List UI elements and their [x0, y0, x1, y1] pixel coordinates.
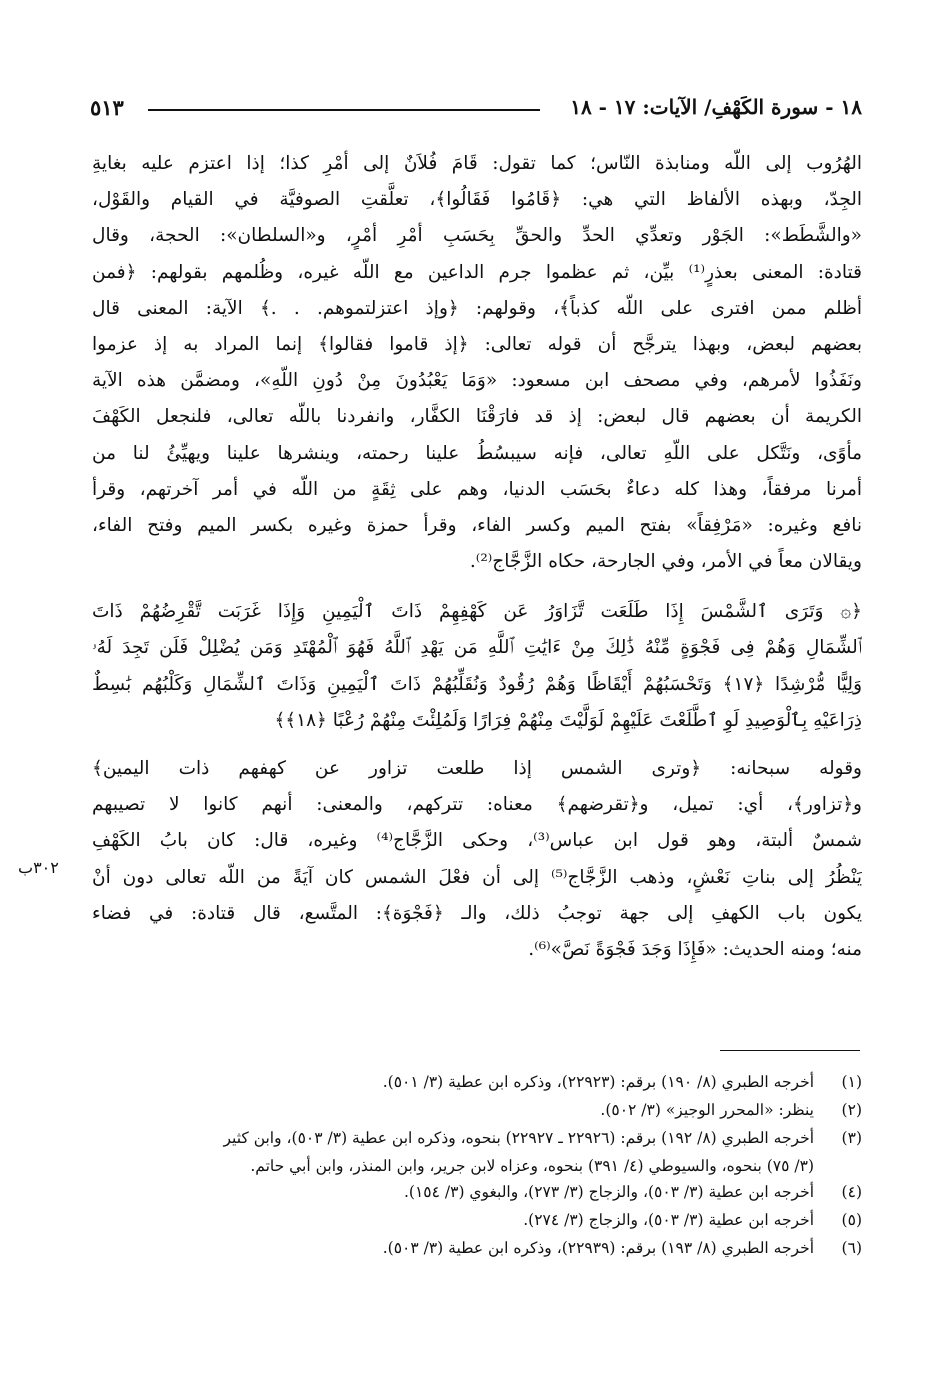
footnotes	[92, 1068, 862, 1262]
text-line: بعضهم لبعض، وبهذا يترجَّح أن قوله تعالى: ﴿إذ قاموا فقالوا﴾ إنما المراد به إذ عزموا	[92, 333, 862, 355]
footnote-number: (١)	[841, 1073, 862, 1091]
text-line: أمرنا مرفقاً، وهذا كله دعاءٌ بحَسَب الدنيا، وهم على ثِقَةٍ من اللّه في أمر آخرتهم، وقرأ	[92, 478, 862, 500]
footnote	[92, 1178, 862, 1206]
footnote-text: أخرجه الطبري (٨/ ١٩٣) برقم: (٢٢٩٣٩)، وذكره ابن عطية (٣/ ٥٠٣).	[382, 1239, 814, 1257]
footnote-text: أخرجه ابن عطية (٣/ ٥٠٣)، والزجاج (٣/ ٢٧٣)، والبغوي (٣/ ١٥٤).	[403, 1183, 814, 1201]
footnote-number: (٣)	[841, 1129, 862, 1147]
text-line: «والشَّطَط»: الجَوْر وتعدِّي الحدِّ والحقِّ بِحَسَبِ أمْرِ أمْرٍ، و«السلطان»: الحجة، وقال	[92, 225, 862, 247]
text-line: يَنْظُرُ إلى بناتِ نَعْشٍ، وذهب الزَّجَّاج⁽⁵⁾ إلى أن فعْلَ الشمس كان آيَةً من اللّه تعالى دون أنْ	[92, 866, 862, 888]
verse-line: ﴿۞ وَتَرَى ٱلشَّمْسَ إِذَا طَلَعَت تَّزَاوَرُ عَن كَهْفِهِمْ ذَاتَ ٱلْيَمِينِ وَإِذَا غَرَبَت تَّقْرِضُهُمْ ذَاتَ	[92, 601, 862, 623]
footnote	[92, 1124, 862, 1152]
footnote-text: أخرجه الطبري (٨/ ١٩٢) برقم: (٢٢٩٢٦ ـ ٢٢٩٢٧) بنحوه، وذكره ابن عطية (٣/ ٥٠٣)، وابن كثير	[223, 1129, 814, 1147]
footnote-number: (٥)	[841, 1211, 862, 1229]
main-text	[92, 146, 862, 968]
footnote-continuation	[92, 1152, 862, 1178]
text-line: ويقالان معاً في الأمر، وفي الجارحة، حكاه الزَّجَّاج⁽²⁾.	[469, 551, 862, 573]
text-line: منه؛ ومنه الحديث: «فَإِذَا وَجَدَ فَجْوَةً نَصَّ»⁽⁶⁾.	[528, 938, 862, 960]
text-line: و﴿تزاور﴾، أي: تميل، و﴿تقرضهم﴾ معناه: تتركهم، والمعنى: أنهم كانوا لا تصيبهم	[92, 794, 862, 816]
paragraph-commentary-1	[92, 146, 862, 580]
footnote-number: (٢)	[841, 1101, 862, 1119]
page-number: ٥١٣	[90, 95, 124, 120]
text-line: يكون باب الكهفِ إلى جهة توجبُ ذلك، والـ ﴿فَجْوَة﴾: المتَّسع، قال قتادة: في فضاء	[92, 902, 862, 924]
text-line: أظلم ممن افترى على اللّه كذباً﴾، وقولهم: ﴿وإذ اعتزلتموهم. . .﴾ الآية: المعنى قال	[92, 297, 862, 319]
footnote	[92, 1234, 862, 1262]
text-line: الجِدّ، وبهذه الألفاظ التي هي: ﴿قَامُوا فَقَالُوا﴾، تعلَّقتِ الصوفيَّة في القيام والقَوْل،	[92, 189, 862, 211]
text-line: قتادة: المعنى بعذرٍ⁽¹⁾ بيِّن، ثم عظموا جرم الداعين مع اللّه غيره، وظُلمهم بقولهم: ﴿فمن	[92, 261, 862, 283]
running-header	[90, 95, 862, 125]
footnote-separator	[720, 1050, 860, 1051]
text-line: الكريمة أن بعضهم قال لبعض: إذ قد فارَقْنَا الكفَّار، وانفردنا باللّه تعالى، فلنجعل الكَهْفَ	[92, 406, 862, 428]
text-line: وقوله سبحانه: ﴿وترى الشمس إذا طلعت تزاور عن كهفهم ذات اليمين﴾	[92, 758, 862, 779]
footnote	[92, 1096, 862, 1124]
quran-verse-block	[92, 594, 862, 739]
footnote	[92, 1206, 862, 1234]
footnote-text: ينظر: «المحرر الوجيز» (٣/ ٥٠٢).	[600, 1101, 814, 1119]
text-line: الهُرُوب إلى اللّه ومنابذة النّاس؛ كما تقول: قَامَ فُلاَنٌ إلى أمْرِ كذا؛ إذا اعتزم عليه بغايةِ	[92, 153, 862, 174]
verse-line: ذِرَاعَيْهِ بِٱلْوَصِيدِ لَوِ ٱطَّلَعْتَ عَلَيْهِمْ لَوَلَّيْتَ مِنْهُمْ فِرَارًا وَلَمُلِئْتَ مِنْهُمْ رُعْبًا ﴿١٨﴾﴾	[274, 709, 862, 731]
text-line: شمسٌ ألبتة، وهو قول ابن عباس⁽³⁾، وحكى الزَّجَّاج⁽⁴⁾ وغيره، قال: كان بابُ الكَهْفِ	[92, 830, 862, 852]
verse-line: وَلِيًّا مُّرْشِدًا ﴿١٧﴾ وَتَحْسَبُهُمْ أَيْقَاظًا وَهُمْ رُقُودٌ وَنُقَلِّبُهُمْ ذَاتَ ٱلْيَمِينِ وَذَاتَ ٱلشِّمَالِ وَكَلْبُهُم بَٰسِطٌ	[92, 673, 862, 695]
text-line: مأوًى، ونَتَّكل على اللّهِ تعالى، فإنه سيبسُطُ علينا رحمته، وينشرها علينا ويهيِّئُ لنا من	[92, 442, 862, 464]
footnote	[92, 1068, 862, 1096]
text-line: ونَفَذُوا لأمرهم، وفي مصحف ابن مسعود: «وَمَا يَعْبُدُونَ مِنْ دُونِ اللّهِ»، ومضمَّن هذه الآية	[92, 370, 862, 392]
footnote-number: (٤)	[841, 1183, 862, 1201]
footnote-text: أخرجه الطبري (٨/ ١٩٠) برقم: (٢٢٩٢٣)، وذكره ابن عطية (٣/ ٥٠١).	[382, 1073, 814, 1091]
header-title: ١٨ - سورة الكَهْفِ/ الآيات: ١٧ - ١٨	[570, 95, 862, 119]
header-rule	[148, 109, 540, 111]
paragraph-commentary-2	[92, 751, 862, 968]
footnote-text: أخرجه ابن عطية (٣/ ٥٠٣)، والزجاج (٣/ ٢٧٤).	[523, 1211, 814, 1229]
text-line: نافع وغيره: «مَرْفِقاً» بفتح الميم وكسر الفاء، وقرأ حمزة وغيره بكسر الميم وفتح الفاء،	[92, 514, 862, 536]
verse-line: ٱلشِّمَالِ وَهُمْ فِى فَجْوَةٍ مِّنْهُ ذَٰلِكَ مِنْ ءَايَٰتِ ٱللَّهِ مَن يَهْدِ ٱللَّهُ فَهُوَ ٱلْمُهْتَدِ وَمَن يُضْلِلْ فَلَن تَجِدَ لَهُۥ	[92, 637, 862, 659]
margin-note: ٣٠٢ب	[18, 858, 59, 877]
footnote-number: (٦)	[841, 1239, 862, 1257]
footnote-text: (٣/ ٧٥) بنحوه، والسيوطي (٤/ ٣٩١) بنحوه، وعزاه لابن جرير، وابن المنذر، وابن أبي حاتم.	[250, 1157, 814, 1175]
